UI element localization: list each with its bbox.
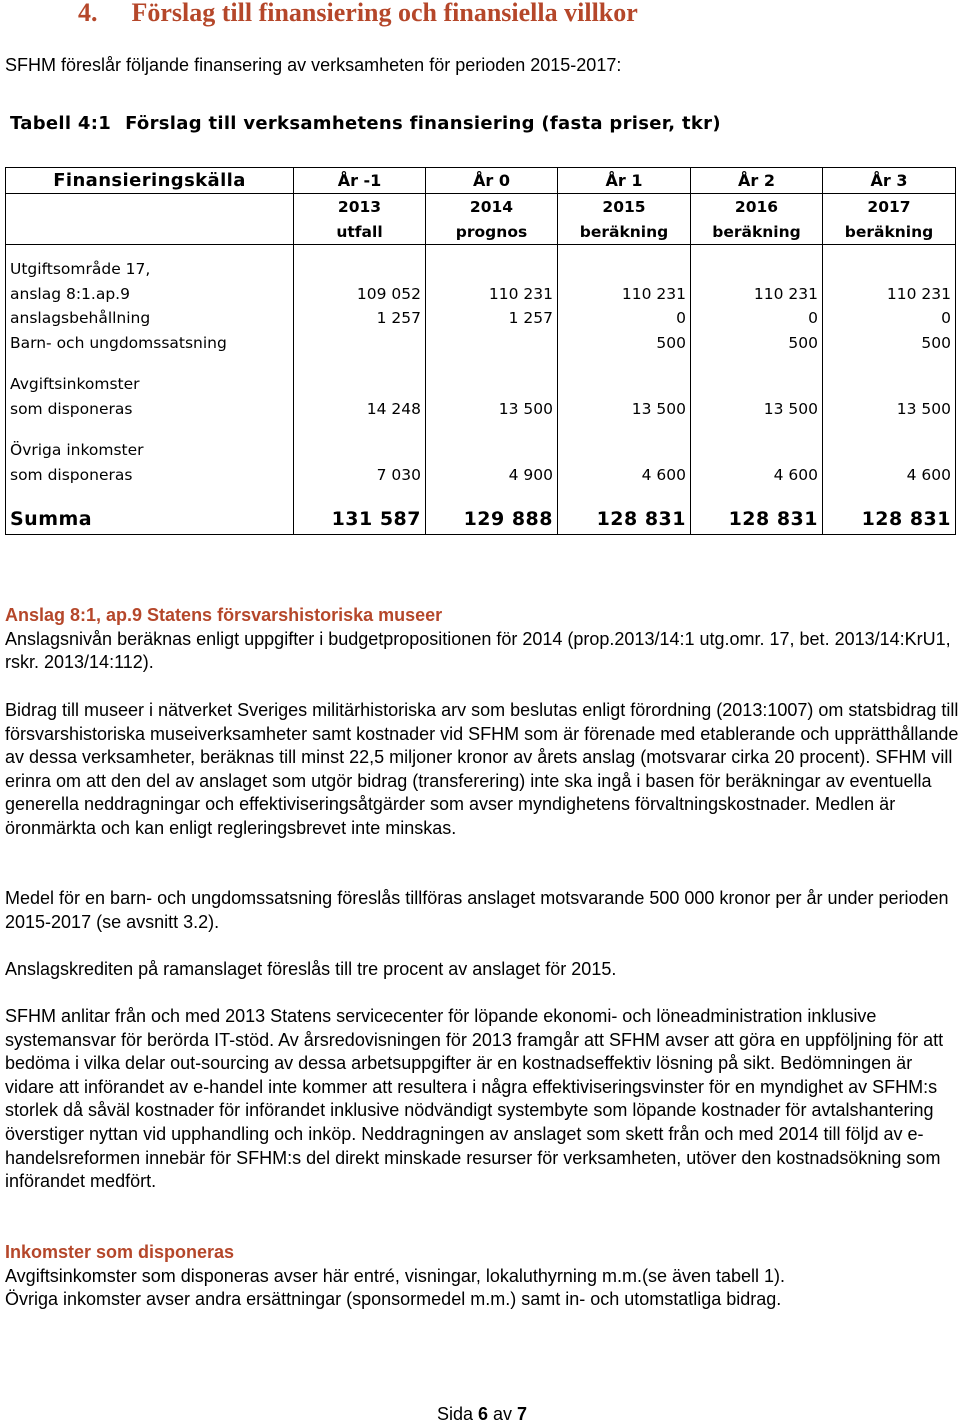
- sum-cell: 129 888: [426, 504, 558, 535]
- section-number: 4.: [78, 0, 98, 27]
- header-type: utfall: [294, 219, 426, 245]
- row-label: anslag 8:1.ap.9: [6, 282, 294, 307]
- header-year-label: År 2: [691, 168, 823, 194]
- table-cell: 7 030: [294, 463, 426, 488]
- sum-cell: 128 831: [823, 504, 956, 535]
- table-cell: [426, 331, 558, 356]
- table-row: [6, 257, 956, 282]
- table-cell: 500: [691, 331, 823, 356]
- row-label: Barn- och ungdomssatsning: [6, 331, 294, 356]
- table-cell: 13 500: [823, 397, 956, 422]
- header-source: Finansieringskälla: [6, 168, 294, 194]
- table-cell: 110 231: [558, 282, 691, 307]
- paragraph-anslagskredit: Anslagskrediten på ramanslaget föreslås till tre procent av anslaget för 2015.: [5, 959, 617, 979]
- section-title: Förslag till finansiering och finansiella villkor: [131, 0, 638, 27]
- financing-table: [5, 167, 956, 535]
- table-row: [6, 397, 956, 422]
- table-cell: [294, 331, 426, 356]
- table-cell: 4 900: [426, 463, 558, 488]
- row-label: som disponeras: [6, 397, 294, 422]
- header-type: beräkning: [823, 219, 956, 245]
- footer-page: 6: [477, 1404, 488, 1424]
- sum-cell: 131 587: [294, 504, 426, 535]
- header-year: 2016: [691, 194, 823, 220]
- table-cell: 1 257: [294, 306, 426, 331]
- header-year: 2015: [558, 194, 691, 220]
- table-header-year-row: [6, 194, 956, 220]
- sum-row: [6, 504, 956, 535]
- header-year: 2014: [426, 194, 558, 220]
- table-cell: 110 231: [691, 282, 823, 307]
- table-cell: 4 600: [558, 463, 691, 488]
- header-year: 2017: [823, 194, 956, 220]
- table-cell: 13 500: [426, 397, 558, 422]
- table-row: [6, 306, 956, 331]
- paragraph-barn: Medel för en barn- och ungdomssatsning föreslås tillföras anslaget motsvarande 500 000 kronor per år under perioden 2015-2017 (se avsnitt 3.2).: [5, 888, 949, 932]
- row-label: Avgiftsinkomster: [6, 372, 294, 397]
- table-number: Tabell 4:1: [10, 113, 112, 134]
- row-label: Övriga inkomster: [6, 438, 294, 463]
- table-row: [6, 331, 956, 356]
- table-header-type-row: [6, 219, 956, 245]
- footer-mid: av: [493, 1404, 513, 1424]
- row-label: anslagsbehållning: [6, 306, 294, 331]
- intro-text: SFHM föreslår följande finansering av verksamheten för perioden 2015-2017:: [5, 55, 622, 75]
- sum-label: Summa: [6, 504, 294, 535]
- header-year-label: År 0: [426, 168, 558, 194]
- table-cell: 14 248: [294, 397, 426, 422]
- inkomster-line: Avgiftsinkomster som disponeras avser här entré, visningar, lokaluthyrning m.m.(se även tabell 1).: [5, 1265, 786, 1286]
- header-year-label: År 1: [558, 168, 691, 194]
- row-label: som disponeras: [6, 463, 294, 488]
- table-cell: 4 600: [823, 463, 956, 488]
- table-header-row: [6, 168, 956, 194]
- row-label: Utgiftsområde 17,: [6, 257, 294, 282]
- table-row: [6, 372, 956, 397]
- header-type: beräkning: [558, 219, 691, 245]
- paragraph-servicecenter: SFHM anlitar från och med 2013 Statens servicecenter för löpande ekonomi- och löneadministration inklusive systemansvar för berörda IT-stöd. Av årsredovisningen för 2013 framgår att SFHM avser att göra en uppföljning för att bedöma i vilka delar out-sourcing av dessa arbetsuppgifter är en kostnadseffektiv lösning på sikt. Bedömningen är vidare att införandet av e-handel inte kommer att resultera i några effektiviseringsvinster för en myndighet av SFHM:s storlek då såväl kostnader för införandet inklusive nödvändigt systembyte som löpande kostnader för avtalshantering överstiger nyttan vid upphandling och inköp. Neddragningen av anslaget som skett från och med 2014 till följd av e-handelsreformen innebär för SFHM:s del direkt minskade resurser för verksamheten, utöver den kostnadsökning som införandet medfört.: [5, 1006, 944, 1192]
- footer-total: 7: [517, 1404, 528, 1424]
- paragraph-bidrag: Bidrag till museer i nätverket Sveriges militärhistoriska arv som beslutas enligt förordning (2013:1007) om statsbidrag till försvarshistoriska museiverksamheter samt kostnader vid SFHM som är förenade med etablerande och upprätthållande av dessa verksamheter, beräknas till minst 22,5 miljoner kronor av årets anslag (motsvarar cirka 20 procent). SFHM vill erinra om att den del av anslaget som utgör bidrag (transferering) inte ska ingå i basen för beräkningar av eventuella generella neddragningar och effektiviseringsåtgärder som avser myndighetens förvaltningskostnader. Medlen är öronmärkta och kan enligt regleringsbrevet inte minskas.: [5, 700, 959, 838]
- footer-prefix: Sida: [436, 1404, 473, 1424]
- subheading-inkomster: Inkomster som disponeras: [5, 1242, 235, 1262]
- header-year-label: År -1: [294, 168, 426, 194]
- table-cell: 13 500: [558, 397, 691, 422]
- table-cell: 500: [823, 331, 956, 356]
- table-cell: 0: [823, 306, 956, 331]
- sum-cell: 128 831: [691, 504, 823, 535]
- page-footer: [0, 1404, 960, 1425]
- header-year: 2013: [294, 194, 426, 220]
- section-anslag: [5, 604, 960, 675]
- table-cell: 0: [691, 306, 823, 331]
- table-row: [6, 438, 956, 463]
- table-cell: 500: [558, 331, 691, 356]
- table-cell: 13 500: [691, 397, 823, 422]
- subheading-anslag: Anslag 8:1, ap.9 Statens försvarshistoriska museer: [5, 605, 443, 625]
- sum-cell: 128 831: [558, 504, 691, 535]
- inkomster-line: Övriga inkomster avser andra ersättningar (sponsormedel m.m.) samt in- och utomstatliga bidrag.: [5, 1289, 782, 1310]
- header-type: beräkning: [691, 219, 823, 245]
- table-cell: 4 600: [691, 463, 823, 488]
- anslag-text: Anslagsnivån beräknas enligt uppgifter i budgetpropositionen för 2014 (prop.2013/14:1 utg.omr. 17, bet. 2013/14:KrU1, rskr. 2013/14:112).: [5, 628, 951, 673]
- header-year-label: År 3: [823, 168, 956, 194]
- table-title: [10, 113, 721, 134]
- table-cell: 109 052: [294, 282, 426, 307]
- table-row: [6, 463, 956, 488]
- section-inkomster: [5, 1241, 960, 1312]
- table-cell: 1 257: [426, 306, 558, 331]
- table-cell: 110 231: [426, 282, 558, 307]
- table-caption: Förslag till verksamhetens finansiering (fasta priser, tkr): [125, 113, 721, 134]
- table-cell: 0: [558, 306, 691, 331]
- table-cell: 110 231: [823, 282, 956, 307]
- table-row: [6, 282, 956, 307]
- header-type: prognos: [426, 219, 558, 245]
- section-heading: [78, 0, 638, 28]
